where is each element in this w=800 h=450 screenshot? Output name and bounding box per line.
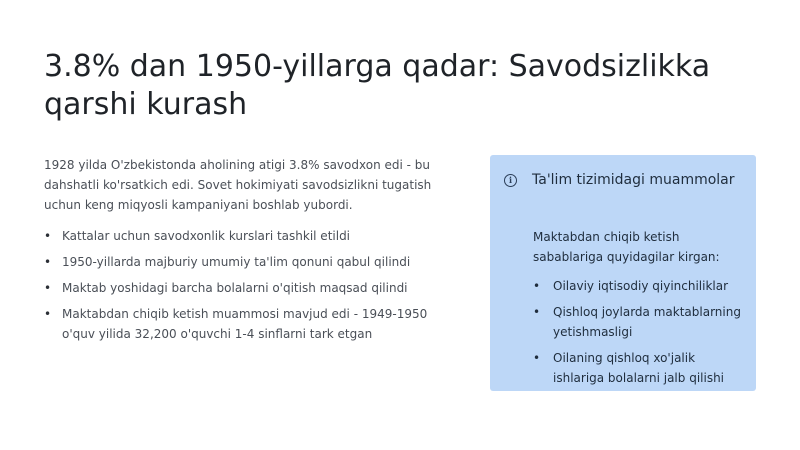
bullet-icon: • <box>533 305 541 319</box>
bullet-icon: • <box>44 281 52 295</box>
list-item-text: Qishloq joylarda maktablarning yetishmasligi <box>553 305 741 339</box>
list-item <box>533 302 745 342</box>
intro-paragraph: 1928 yilda O'zbekistonda aholining atigi 3.8% savodxon edi - bu dahshatli ko'rsatkich edi. Sovet hokimiyati savodsizlikni tugatish uchun keng miqyosli kampaniyani boshlab yubordi. <box>44 158 432 212</box>
list-item <box>533 348 745 388</box>
list-item <box>44 226 464 246</box>
bullet-icon: • <box>44 307 52 321</box>
bullet-icon: • <box>533 351 541 365</box>
info-icon: i <box>504 174 517 187</box>
list-item-text: Oilaviy iqtisodiy qiyinchiliklar <box>553 279 729 293</box>
list-item <box>44 252 464 272</box>
info-card-header <box>504 172 735 188</box>
list-item-text: 1950-yillarda majburiy umumiy ta'lim qonuni qabul qilindi <box>62 255 411 269</box>
list-item-text: Kattalar uchun savodxonlik kurslari tashkil etildi <box>62 229 351 243</box>
info-card-intro: Maktabdan chiqib ketish sabablariga quyidagilar kirgan: <box>533 230 720 264</box>
bullet-icon: • <box>44 255 52 269</box>
bullet-list <box>44 226 464 350</box>
list-item-text: Oilaning qishloq xo'jalik ishlariga bolalarni jalb qilishi <box>553 351 725 385</box>
info-card-title: Ta'lim tizimidagi muammolar <box>532 172 735 188</box>
bullet-icon: • <box>44 229 52 243</box>
info-card-list <box>533 276 745 388</box>
list-item <box>44 304 464 344</box>
list-item <box>533 276 745 296</box>
slide-title: 3.8% dan 1950-yillarga qadar: Savodsizlikka qarshi kurash <box>44 49 711 122</box>
list-item-text: Maktabdan chiqib ketish muammosi mavjud edi - 1949-1950 o'quv yilida 32,200 o'quvchi 1-4 sinflarni tark etgan <box>62 307 428 341</box>
info-card <box>490 155 756 391</box>
bullet-icon: • <box>533 279 541 293</box>
info-card-body <box>533 227 745 394</box>
list-item <box>44 278 464 298</box>
list-item-text: Maktab yoshidagi barcha bolalarni o'qitish maqsad qilindi <box>62 281 408 295</box>
